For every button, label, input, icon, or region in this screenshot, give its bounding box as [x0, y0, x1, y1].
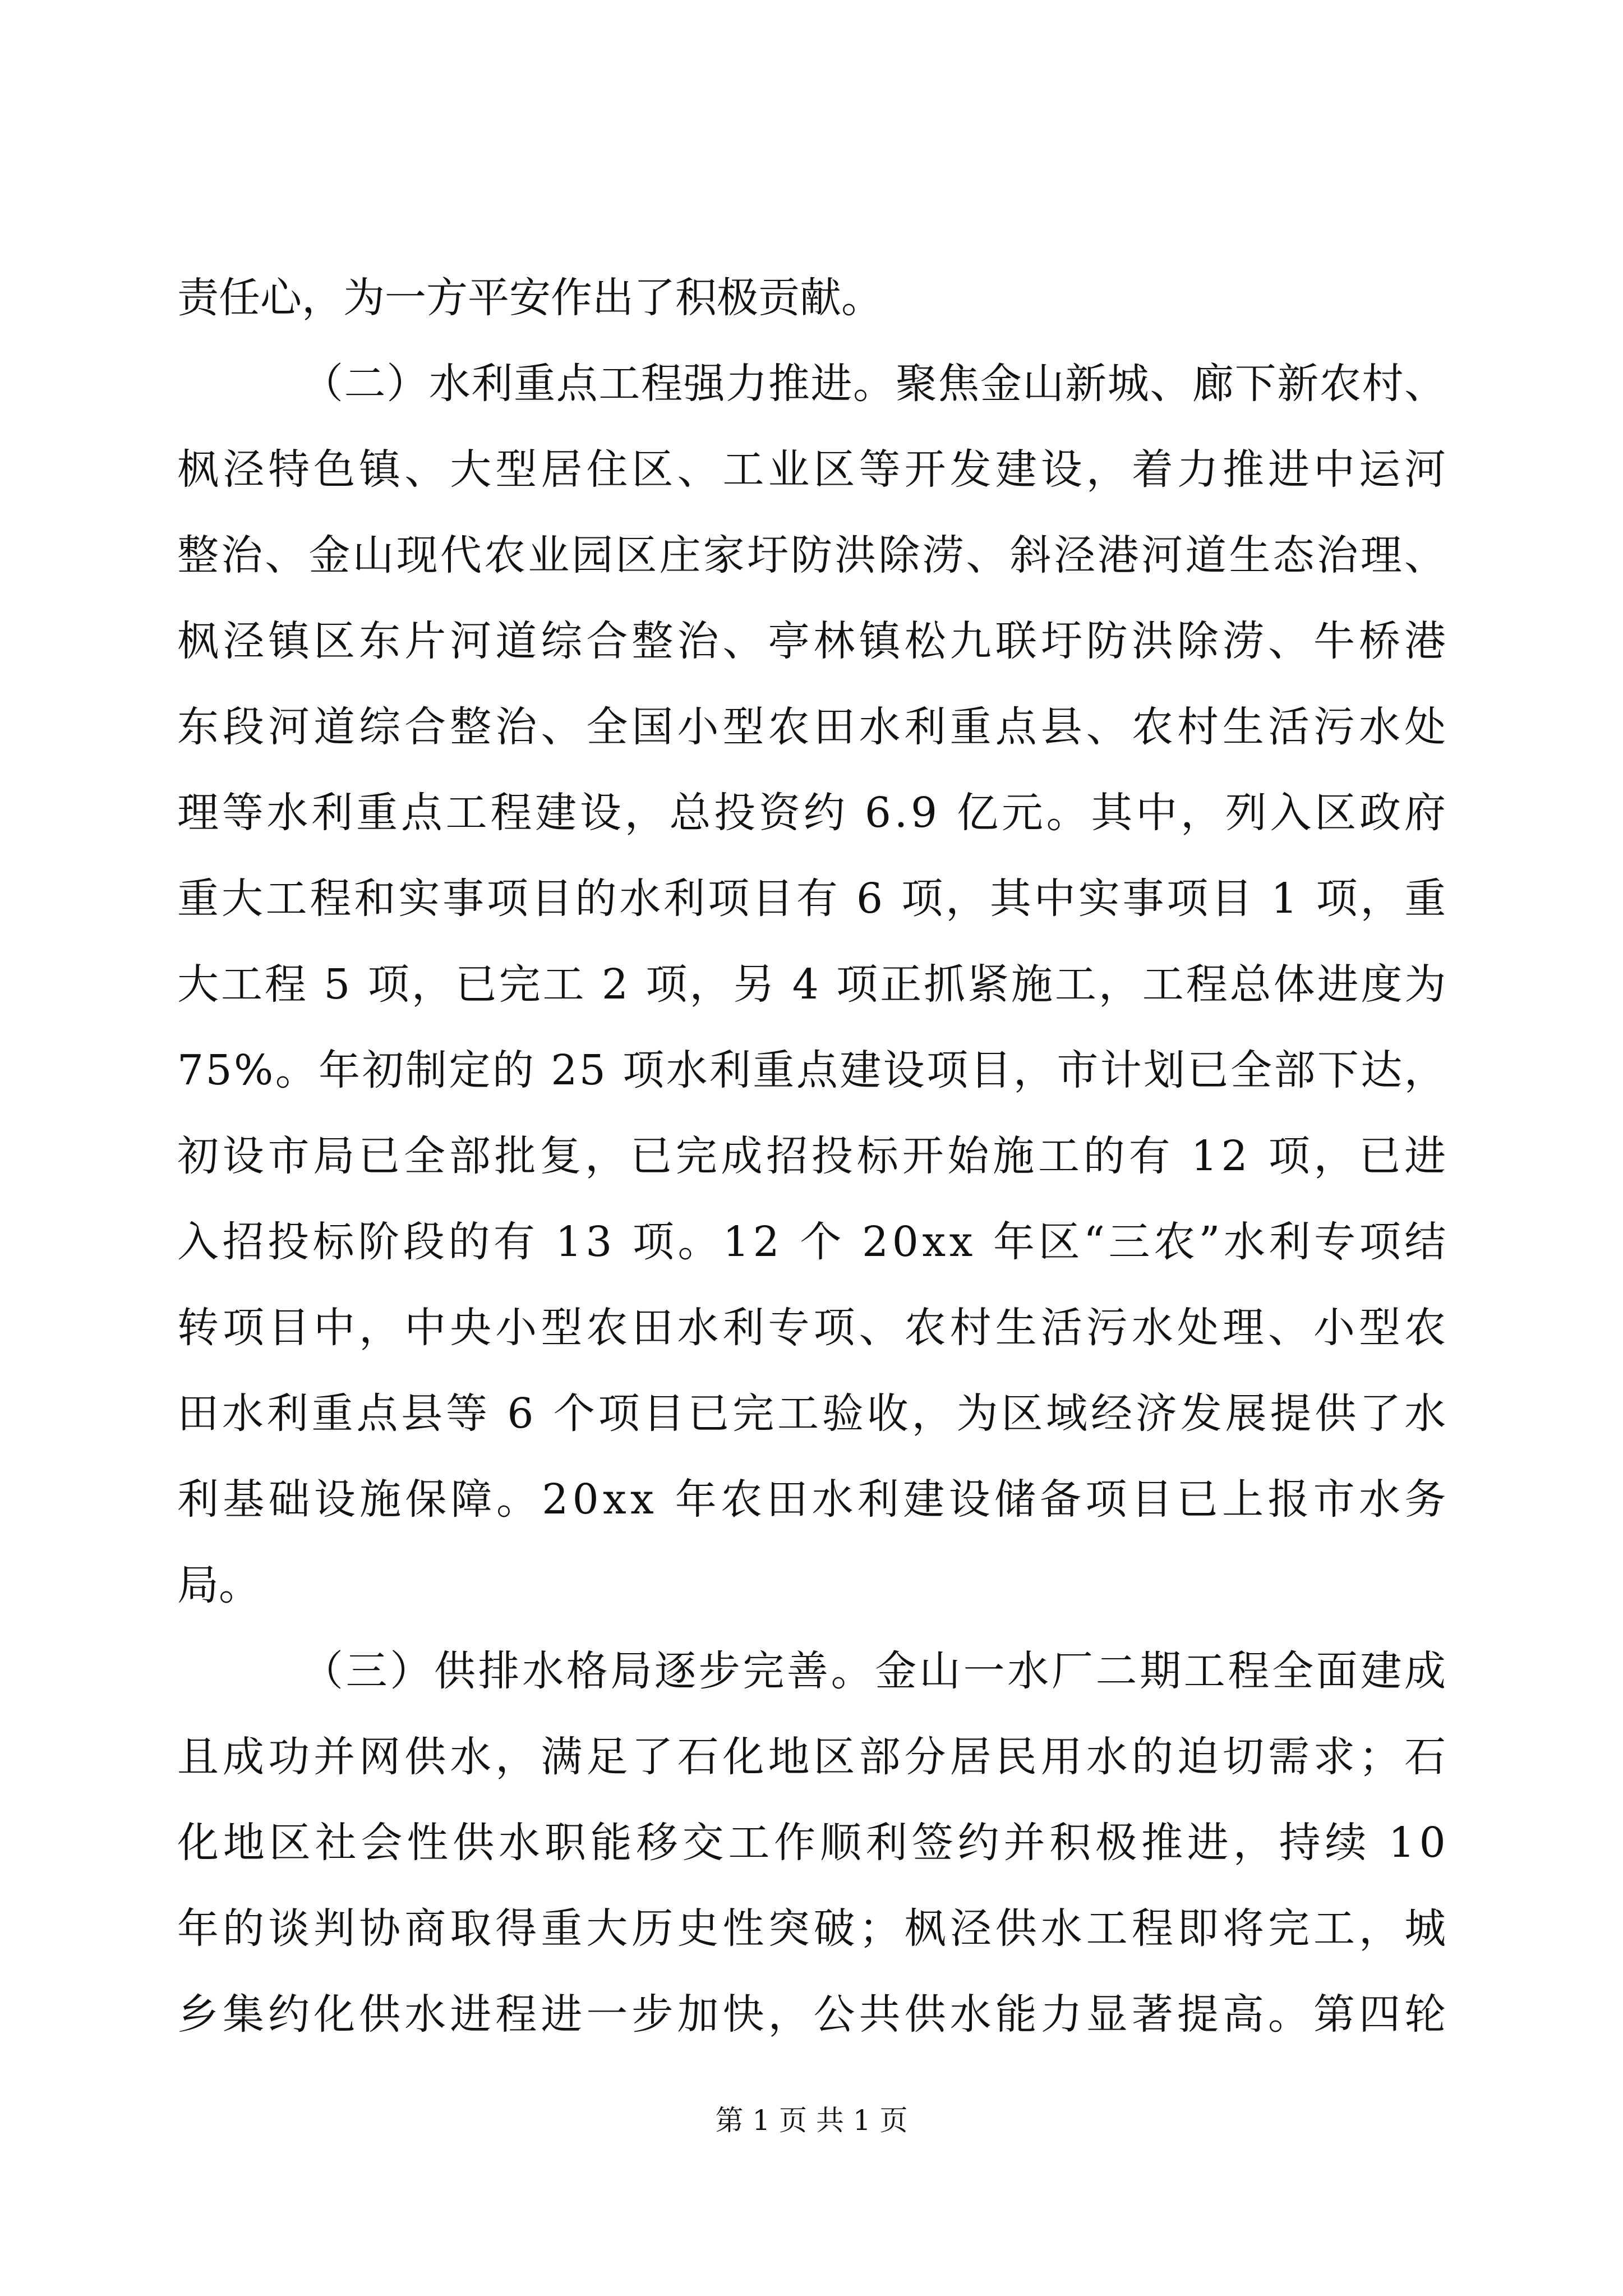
text-line: 责任心，为一方平安作出了积极贡献。 [177, 274, 883, 322]
text-line: 年的谈判协商取得重大历史性突破；枫泾供水工程即将完工，城 [177, 1904, 1450, 1953]
text-line: 入招投标阶段的有 13 项。12 个 20xx 年区“三农”水利专项结 [177, 1218, 1450, 1266]
text-line: 化地区社会性供水职能移交工作顺利签约并积极推进，持续 10 [177, 1819, 1450, 1867]
text-line: 重大工程和实事项目的水利项目有 6 项，其中实事项目 1 项，重 [177, 875, 1449, 923]
text-line: 局。 [177, 1561, 260, 1609]
text-line: 整治、金山现代农业园区庄家圩防洪除涝、斜泾港河道生态治理、 [177, 531, 1449, 579]
text-line: 乡集约化供水进程进一步加快，公共供水能力显著提高。第四轮 [177, 1990, 1450, 2039]
text-line: 大工程 5 项，已完工 2 项，另 4 项正抓紧施工，工程总体进度为 [177, 960, 1449, 1009]
text-line: 枫泾特色镇、大型居住区、工业区等开发建设，着力推进中运河 [177, 445, 1450, 494]
text-line: 东段河道综合整治、全国小型农田水利重点县、农村生活污水处 [177, 703, 1450, 751]
text-line: 理等水利重点工程建设，总投资约 6.9 亿元。其中，列入区政府 [177, 789, 1449, 837]
page-number-footer: 第 1 页 共 1 页 [715, 2104, 908, 2137]
text-line: 利基础设施保障。20xx 年农田水利建设储备项目已上报市水务 [177, 1475, 1450, 1524]
text-line: 75%。年初制定的 25 项水利重点建设项目，市计划已全部下达， [177, 1046, 1448, 1094]
text-line: （三）供排水格局逐步完善。金山一水厂二期工程全面建成 [302, 1647, 1449, 1695]
text-line: 且成功并网供水，满足了石化地区部分居民用水的迫切需求；石 [177, 1733, 1450, 1781]
text-line: 枫泾镇区东片河道综合整治、亭林镇松九联圩防洪除涝、牛桥港 [177, 617, 1450, 665]
text-line: 初设市局已全部批复，已完成招投标开始施工的有 12 项，已进 [177, 1132, 1450, 1180]
text-line: （二）水利重点工程强力推进。聚焦金山新城、廊下新农村、 [302, 360, 1447, 408]
text-line: 田水利重点县等 6 个项目已完工验收，为区域经济发展提供了水 [177, 1389, 1449, 1438]
text-line: 转项目中，中央小型农田水利专项、农村生活污水处理、小型农 [177, 1304, 1450, 1352]
